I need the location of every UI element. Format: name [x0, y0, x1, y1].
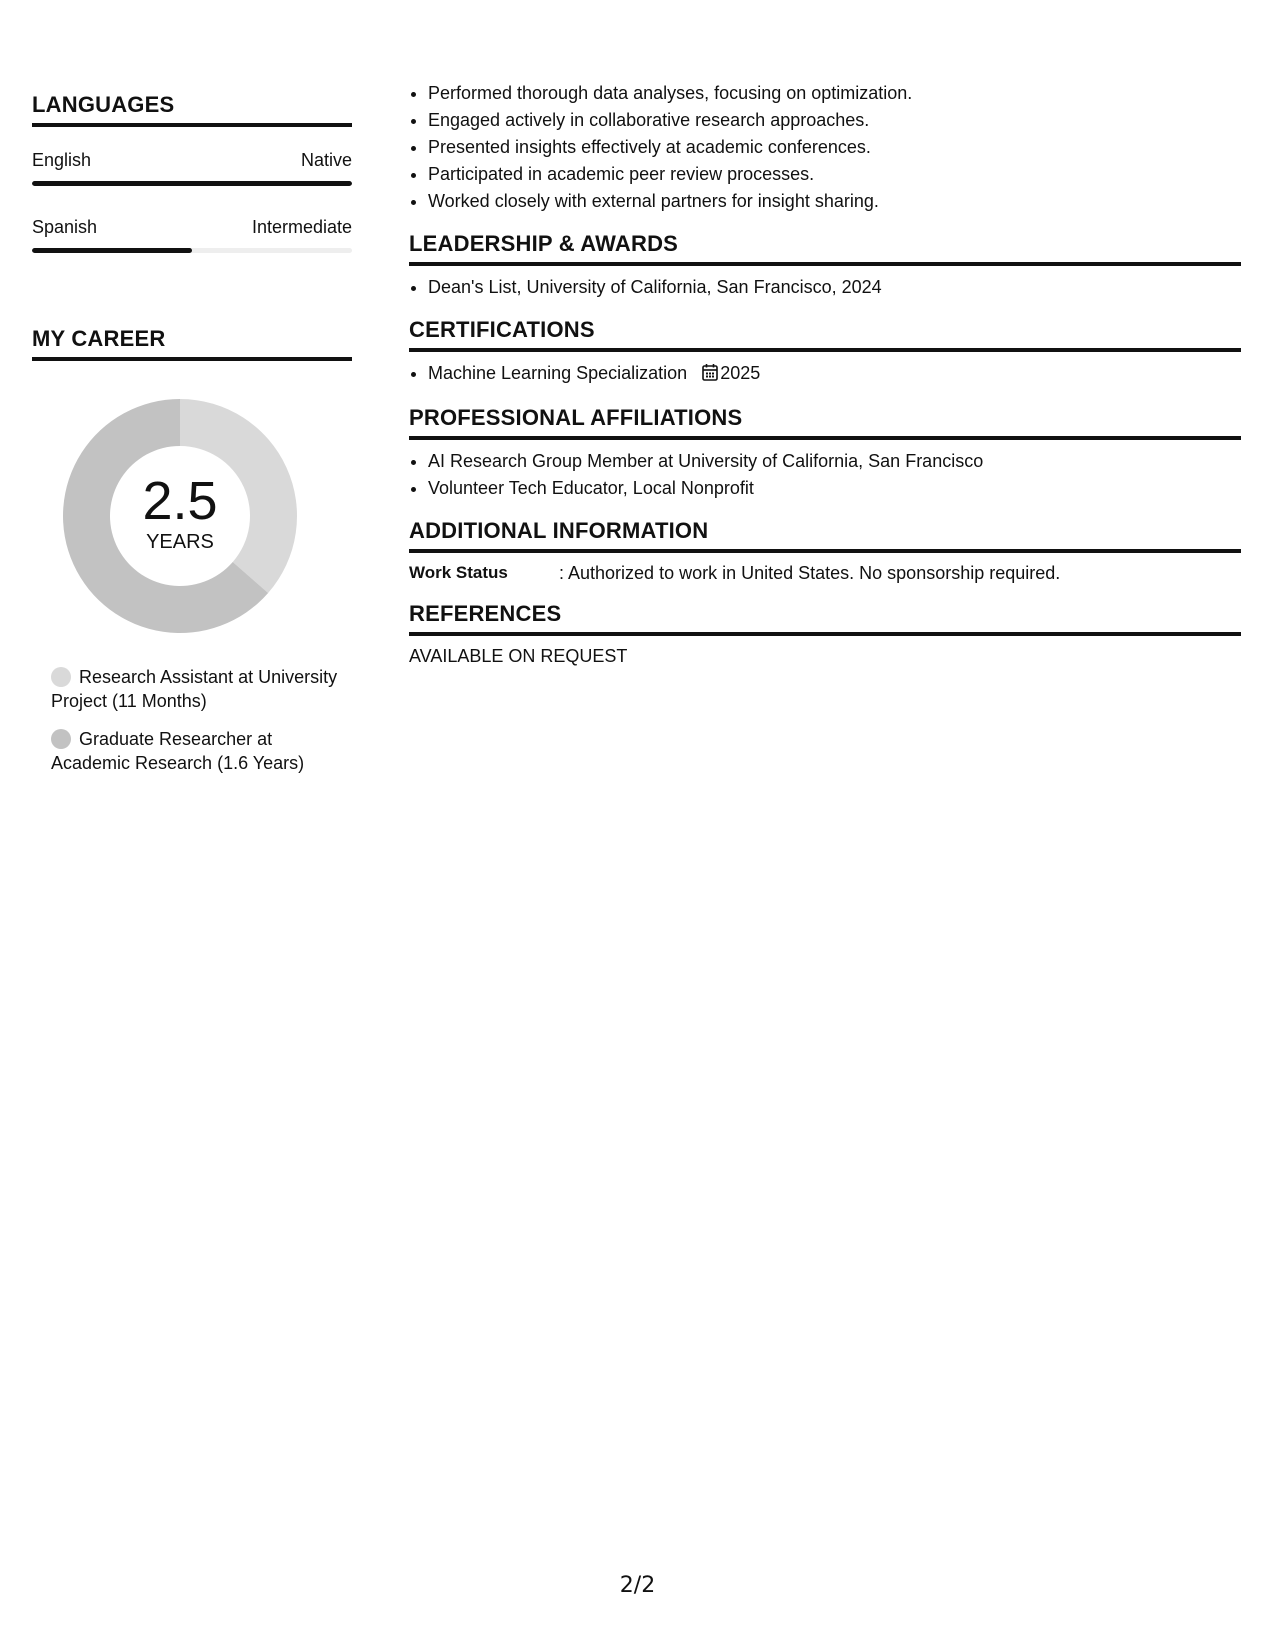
certification-name: Machine Learning Specialization [428, 363, 688, 383]
legend-item [51, 727, 351, 775]
work-status-value: : Authorized to work in United States. No sponsorship required. [559, 563, 1061, 583]
language-level: Native [300, 150, 352, 170]
references-text: AVAILABLE ON REQUEST [409, 646, 628, 666]
career-donut-chart [57, 393, 303, 639]
career-total-unit: YEARS [146, 531, 214, 553]
career-heading: MY CAREER [32, 326, 352, 361]
language-item [32, 149, 352, 186]
leadership-heading: LEADERSHIP & AWARDS [409, 231, 1241, 266]
list-item: • AI Research Group Member at University of California, San Francisco [428, 448, 1241, 475]
legend-label: Research Assistant at University Project (11 Months) [51, 667, 338, 711]
language-proficiency-fill [32, 181, 352, 186]
leadership-list [409, 274, 1241, 301]
list-item: • Performed thorough data analyses, focusing on optimization. [428, 80, 1241, 107]
language-level: Intermediate [251, 217, 352, 237]
legend-swatch [51, 667, 71, 687]
legend-label: Graduate Researcher at Academic Research (1.6 Years) [51, 729, 305, 773]
list-item: • Dean's List, University of California, San Francisco, 2024 [428, 274, 1241, 301]
language-item [32, 216, 352, 253]
references-heading: REFERENCES [409, 601, 1241, 636]
additional-info-heading: ADDITIONAL INFORMATION [409, 518, 1241, 553]
affiliations-section [409, 405, 1241, 502]
certifications-section [409, 317, 1241, 389]
list-item: • Participated in academic peer review processes. [428, 161, 1241, 188]
affiliations-list [409, 448, 1241, 502]
language-proficiency-fill [32, 248, 192, 253]
list-item: • Engaged actively in collaborative research approaches. [428, 107, 1241, 134]
list-item: • Worked closely with external partners for insight sharing. [428, 188, 1241, 215]
career-legend [51, 665, 351, 775]
language-proficiency-bar [32, 248, 352, 253]
languages-heading: LANGUAGES [32, 92, 352, 127]
additional-info-section [409, 518, 1241, 585]
experience-bullets [409, 80, 1241, 215]
languages-list [32, 149, 352, 253]
language-name: Spanish [32, 217, 98, 237]
career-section [32, 326, 352, 775]
language-proficiency-bar [32, 181, 352, 186]
sidebar [32, 92, 352, 789]
references-section [409, 601, 1241, 668]
main-content [409, 80, 1241, 668]
certification-year: 2025 [720, 363, 761, 383]
calendar-icon [702, 362, 718, 389]
certifications-list [409, 360, 1241, 389]
work-status-row [409, 561, 1241, 585]
list-item [428, 360, 1241, 389]
leadership-section [409, 231, 1241, 301]
affiliations-heading: PROFESSIONAL AFFILIATIONS [409, 405, 1241, 440]
legend-swatch [51, 729, 71, 749]
certifications-heading: CERTIFICATIONS [409, 317, 1241, 352]
list-item: • Presented insights effectively at academic conferences. [428, 134, 1241, 161]
page-number: 2/2 [619, 1573, 656, 1598]
language-name: English [32, 150, 92, 170]
legend-item [51, 665, 351, 713]
career-total-value: 2.5 [142, 471, 218, 531]
work-status-label: Work Status [409, 563, 508, 582]
list-item: • Volunteer Tech Educator, Local Nonprofit [428, 475, 1241, 502]
